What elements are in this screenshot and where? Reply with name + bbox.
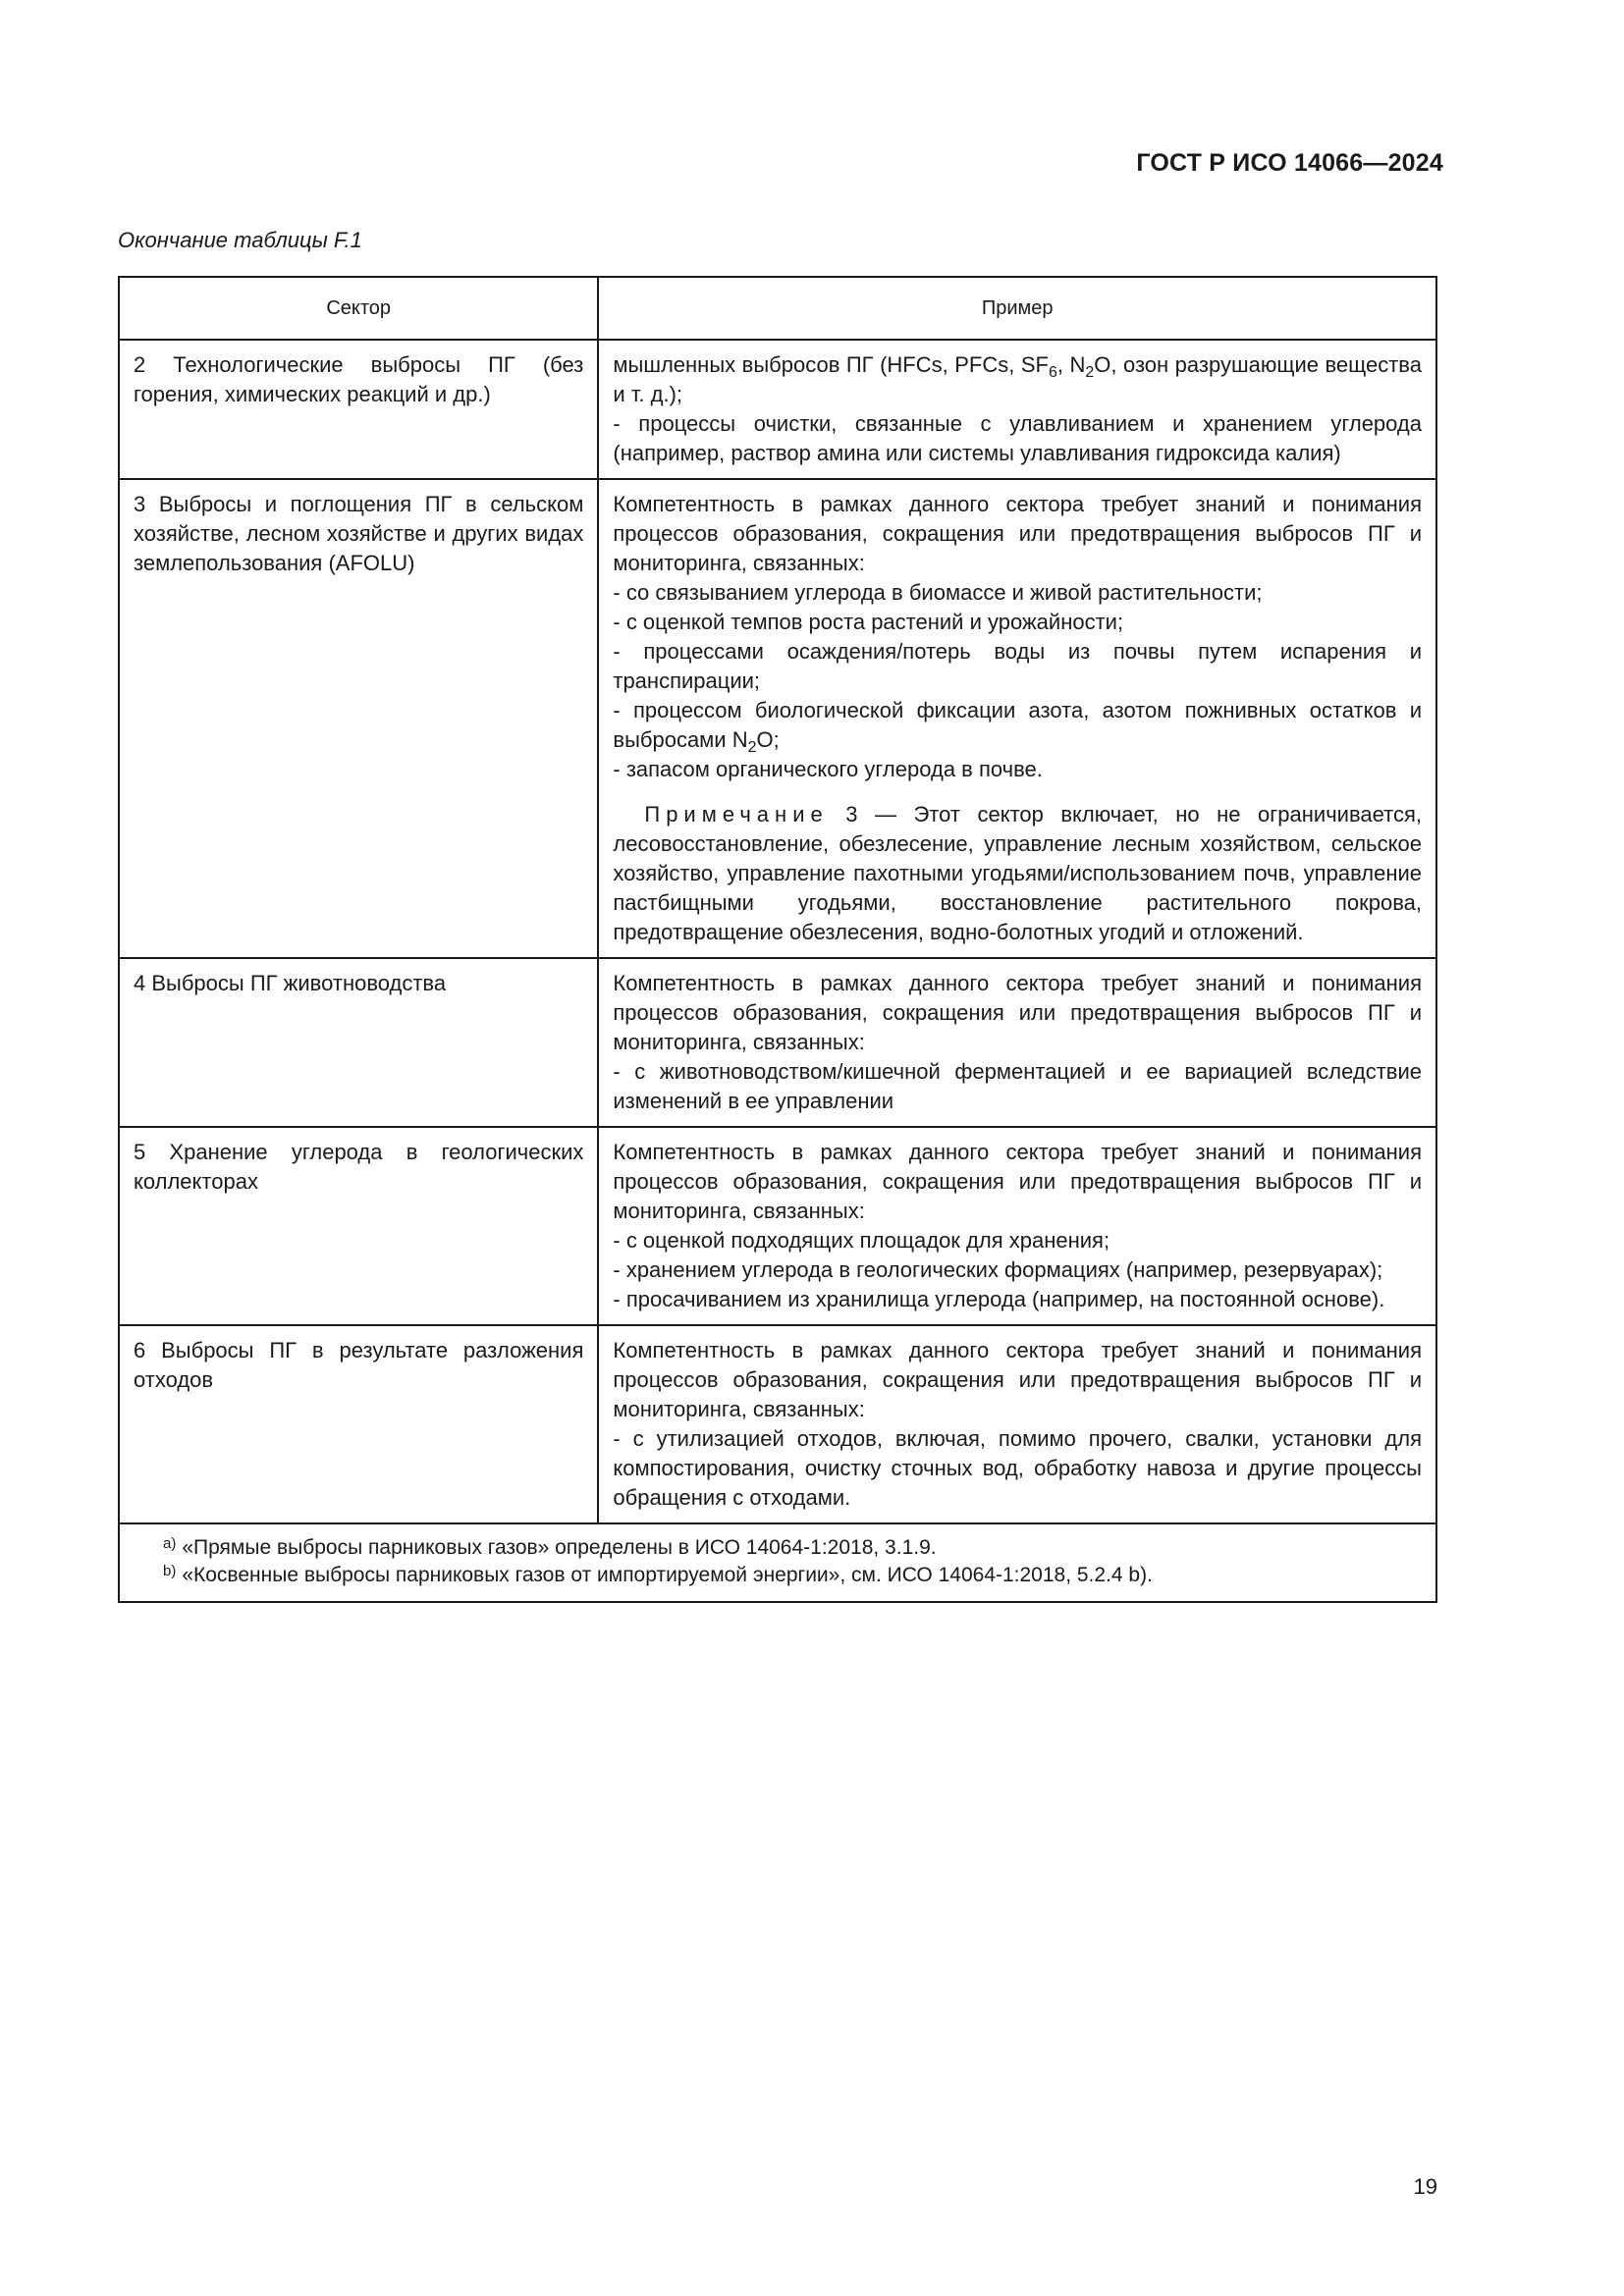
- table-row: [119, 340, 1436, 479]
- table-caption: Окончание таблицы F.1: [118, 228, 362, 252]
- footnote: $^{a)}$ «Прямые выбросы парниковых газов» определены в ИСО 14064-1:2018, 3.1.9.: [163, 1535, 937, 1559]
- example-line: мышленных выбросов ПГ (HFCs, PFCs, $SF_6$, $N_2O$, озон разрушающие вещества и т. д.);: [613, 352, 1422, 406]
- example-intro: Компетентность в рамках данного сектора требует знаний и понимания процессов образования, сокращения или предотвращения выбросов ПГ и мониторинга, связанных:: [613, 1140, 1422, 1223]
- example-cell: [598, 479, 1436, 958]
- example-bullet: - хранением углерода в геологических формациях (например, резервуарах);: [613, 1257, 1383, 1282]
- example-bullet: - с утилизацией отходов, включая, помимо прочего, свалки, установки для компостирования, очистку сточных вод, обработку навоза и другие процессы обращения с отходами.: [613, 1426, 1422, 1510]
- table-row: [119, 958, 1436, 1127]
- column-header-example: Пример: [598, 277, 1436, 340]
- sector-cell: 3 Выбросы и поглощения ПГ в сельском хозяйстве, лесном хозяйстве и других видах землепользования (AFOLU): [119, 479, 598, 958]
- example-bullet: - процессы очистки, связанные с улавливанием и хранением углерода (например, раствор амина или системы улавливания гидроксида калия): [613, 411, 1422, 465]
- example-cell: [598, 1325, 1436, 1523]
- example-cell: [598, 340, 1436, 479]
- sector-cell: 2 Технологические выбросы ПГ (без горения, химических реакций и др.): [119, 340, 598, 479]
- example-bullet: - с оценкой темпов роста растений и урожайности;: [613, 610, 1124, 634]
- example-bullet: - со связыванием углерода в биомассе и живой растительности;: [613, 580, 1263, 605]
- table-row: [119, 1325, 1436, 1523]
- example-note: Примечание 3 — Этот сектор включает, но не ограничивается, лесовосстановление, обезлесение, управление лесным хозяйством, сельское хозяйство, управление пахотными угодьями/использованием почв, управление пастбищными угодьями, восстановление растительного покрова, предотвращение обезлесения, водно-болотных угодий и отложений.: [613, 802, 1422, 944]
- example-bullet: - с животноводством/кишечной ферментацией и ее вариацией вследствие изменений в ее управлении: [613, 1059, 1422, 1113]
- example-bullet: - процессами осаждения/потерь воды из почвы путем испарения и транспирации;: [613, 639, 1422, 693]
- sector-cell: 6 Выбросы ПГ в результате разложения отходов: [119, 1325, 598, 1523]
- example-bullet: - просачиванием из хранилища углерода (например, на постоянной основе).: [613, 1287, 1385, 1311]
- sector-table: [118, 276, 1437, 1603]
- footnotes-cell: [119, 1523, 1436, 1602]
- document-id: ГОСТ Р ИСО 14066—2024: [1136, 149, 1443, 177]
- page-number: 19: [1413, 2174, 1437, 2199]
- example-cell: [598, 958, 1436, 1127]
- sector-cell: 4 Выбросы ПГ животноводства: [119, 958, 598, 1127]
- example-intro: Компетентность в рамках данного сектора требует знаний и понимания процессов образования, сокращения или предотвращения выбросов ПГ и мониторинга, связанных:: [613, 492, 1422, 575]
- example-cell: [598, 1127, 1436, 1325]
- table-header-row: [119, 277, 1436, 340]
- sector-cell: 5 Хранение углерода в геологических коллекторах: [119, 1127, 598, 1325]
- footnote: $^{b)}$ «Косвенные выбросы парниковых газов от импортируемой энергии», см. ИСО 14064-1:2018, 5.2.4 b).: [163, 1563, 1153, 1586]
- example-intro: Компетентность в рамках данного сектора требует знаний и понимания процессов образования, сокращения или предотвращения выбросов ПГ и мониторинга, связанных:: [613, 971, 1422, 1054]
- column-header-sector: Сектор: [119, 277, 598, 340]
- table-row: [119, 1127, 1436, 1325]
- example-bullet: - запасом органического углерода в почве.: [613, 757, 1043, 781]
- example-intro: Компетентность в рамках данного сектора требует знаний и понимания процессов образования, сокращения или предотвращения выбросов ПГ и мониторинга, связанных:: [613, 1338, 1422, 1421]
- example-bullet: - с оценкой подходящих площадок для хранения;: [613, 1228, 1110, 1253]
- example-bullet: - процессом биологической фиксации азота, азотом пожнивных остатков и выбросами $N_2O$;: [613, 698, 1422, 756]
- footnotes-row: [119, 1523, 1436, 1602]
- table-row: [119, 479, 1436, 958]
- note-label: Примечание: [644, 802, 829, 827]
